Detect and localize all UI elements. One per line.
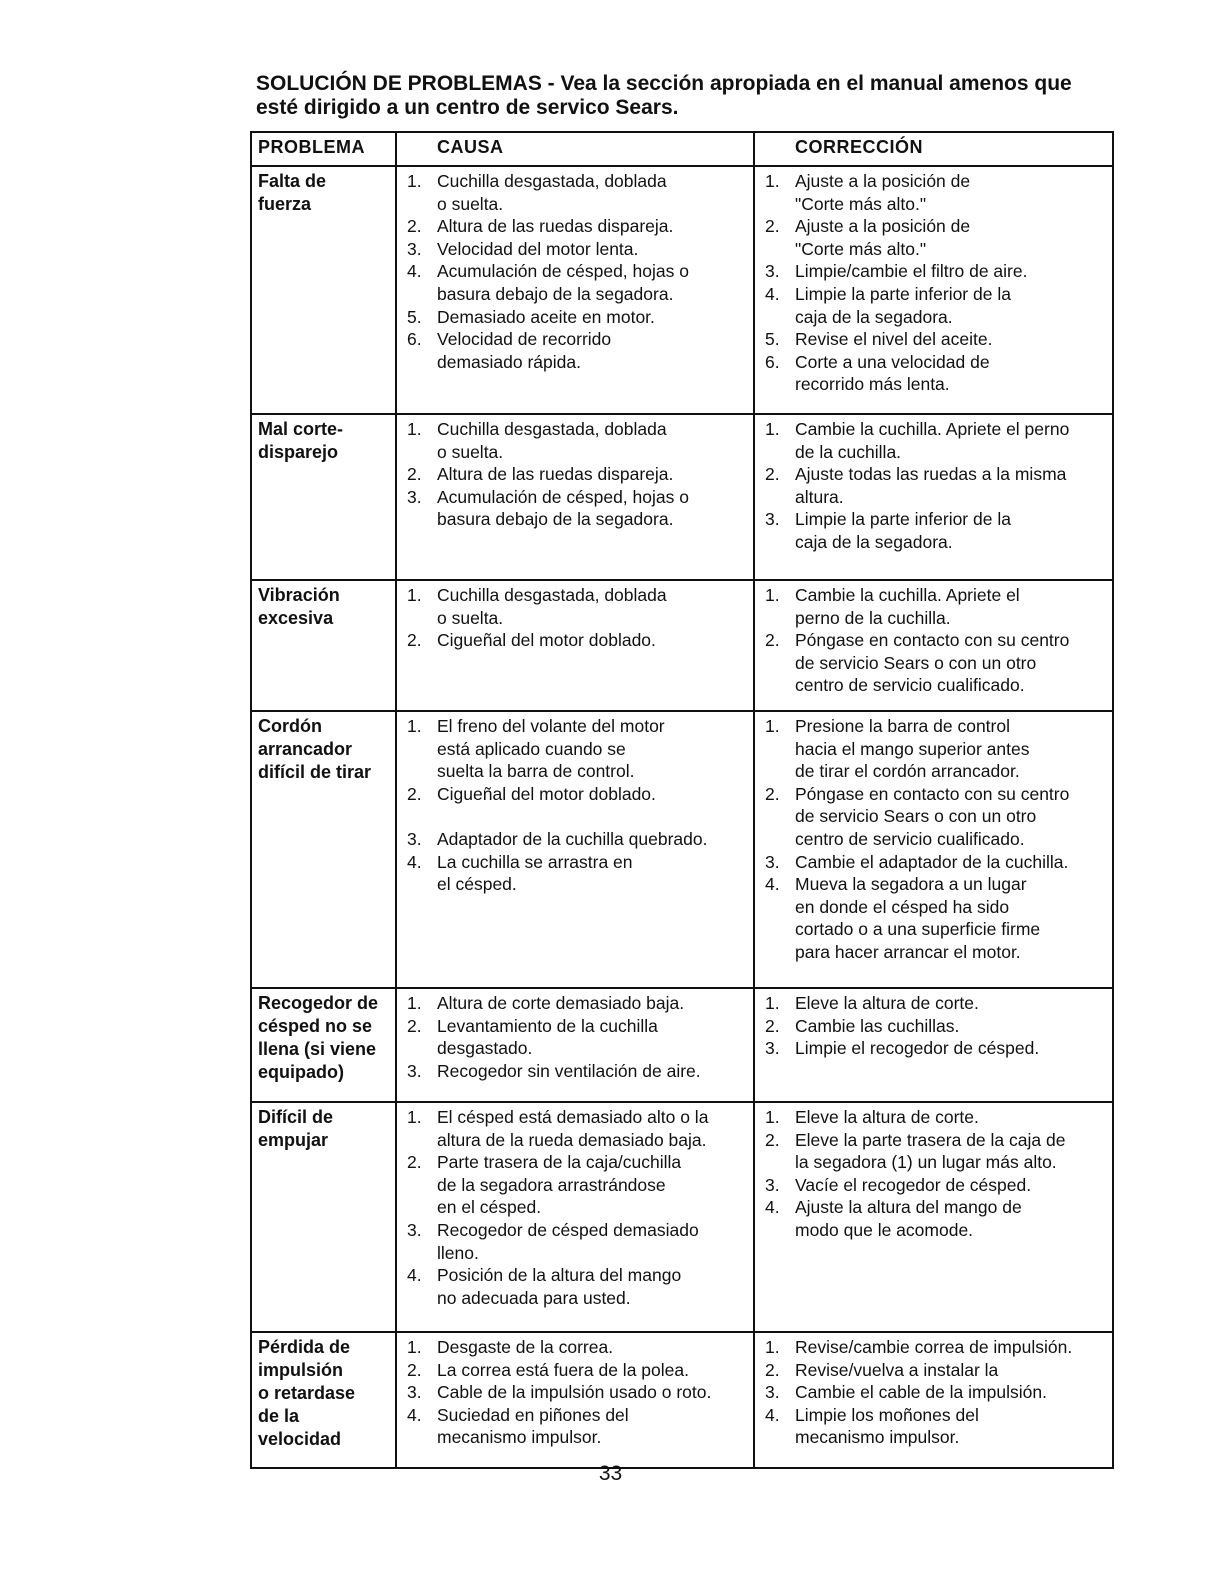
item-number: 1. — [407, 585, 422, 605]
cause-cell — [396, 1332, 754, 1468]
item-number: 2. — [407, 783, 422, 804]
cause-item — [403, 584, 747, 629]
correction-cell — [754, 166, 1113, 414]
item-number: 2. — [765, 1129, 780, 1150]
page-title — [256, 72, 1116, 120]
problem-label: Cordón arrancador difícil de tirar — [258, 716, 372, 782]
item-text: Revise el nivel del aceite. — [795, 329, 993, 350]
cause-cell — [396, 711, 754, 988]
correction-cell — [754, 580, 1113, 711]
correction-item — [761, 1015, 1106, 1038]
item-number: 4. — [765, 1197, 780, 1218]
item-text: Posición de la altura del mango no adecuada para usted. — [437, 1265, 682, 1308]
item-number: 3. — [765, 1382, 780, 1403]
item-number: 6. — [407, 329, 422, 350]
correction-item — [761, 1381, 1106, 1404]
item-number: 5. — [407, 306, 422, 327]
item-text: Cambie la cuchilla. Apriete el perno de la cuchilla. — [795, 585, 1020, 628]
item-number: 1. — [407, 419, 422, 439]
page-number: 33 — [598, 1462, 623, 1485]
cause-list — [403, 992, 747, 1082]
correction-item — [761, 1359, 1106, 1382]
item-text: Cable de la impulsión usado o roto. — [437, 1382, 712, 1403]
cause-cell — [396, 414, 754, 580]
correction-cell — [754, 1332, 1113, 1468]
cause-item — [403, 1381, 747, 1404]
item-number: 2. — [765, 216, 780, 237]
item-number: 2. — [407, 464, 422, 485]
item-number: 1. — [765, 585, 780, 605]
correction-item — [761, 873, 1106, 963]
table-header-row — [251, 132, 1113, 166]
item-text: Póngase en contacto con su centro de servicio Sears o con un otro centro de servicio cualificado. — [795, 630, 1070, 696]
item-number: 2. — [765, 1359, 780, 1380]
item-number: 3. — [765, 509, 780, 530]
cause-item — [403, 486, 747, 531]
item-text: Póngase en contacto con su centro de servicio Sears o con un otro centro de servicio cualificado. — [795, 783, 1070, 849]
item-number: 2. — [765, 1015, 780, 1036]
cause-item — [403, 328, 747, 373]
cause-item — [403, 1015, 747, 1060]
item-text: Cuchilla desgastada, doblada o suelta. — [437, 419, 667, 462]
cause-item — [403, 783, 747, 828]
item-number: 1. — [407, 993, 422, 1013]
correction-list — [761, 992, 1106, 1060]
problem-cell — [251, 1102, 396, 1332]
cause-item — [403, 1060, 747, 1083]
item-text: Altura de las ruedas dispareja. — [437, 464, 674, 485]
correction-list — [761, 418, 1106, 554]
item-text: Cambie el adaptador de la cuchilla. — [795, 851, 1069, 872]
item-text: Corte a una velocidad de recorrido más lenta. — [795, 351, 990, 395]
item-number: 3. — [407, 486, 422, 507]
item-text: Cuchilla desgastada, doblada o suelta. — [437, 171, 667, 214]
item-text: La correa está fuera de la polea. — [437, 1359, 689, 1380]
cause-item — [403, 1336, 747, 1359]
cause-item — [403, 828, 747, 851]
header-causa: CAUSA — [396, 132, 754, 166]
item-number: 3. — [407, 1382, 422, 1403]
item-number: 2. — [407, 216, 422, 237]
cause-cell — [396, 166, 754, 414]
problem-cell — [251, 166, 396, 414]
correction-item — [761, 1174, 1106, 1197]
cause-item — [403, 1404, 747, 1449]
item-text: Altura de las ruedas dispareja. — [437, 216, 674, 237]
item-number: 4. — [407, 261, 422, 282]
item-text: Acumulación de césped, hojas o basura debajo de la segadora. — [437, 261, 689, 304]
correction-list — [761, 584, 1106, 697]
correction-item — [761, 508, 1106, 553]
item-text: Cambie el cable de la impulsión. — [795, 1382, 1047, 1403]
item-number: 2. — [407, 1359, 422, 1380]
item-number: 6. — [765, 351, 780, 372]
correction-item — [761, 418, 1106, 463]
item-text: Eleve la parte trasera de la caja de la segadora (1) un lugar más alto. — [795, 1129, 1066, 1173]
correction-item — [761, 1196, 1106, 1241]
item-number: 1. — [407, 1337, 422, 1357]
correction-cell — [754, 414, 1113, 580]
item-number: 5. — [765, 329, 780, 350]
item-text: Ajuste a la posición de "Corte más alto." — [795, 216, 971, 259]
problem-cell — [251, 414, 396, 580]
item-text: Desgaste de la correa. — [437, 1337, 614, 1357]
item-text: Recogedor sin ventilación de aire. — [437, 1060, 701, 1081]
item-number: 4. — [407, 851, 422, 872]
item-number: 1. — [765, 716, 780, 736]
item-number: 3. — [407, 238, 422, 259]
item-text: Altura de corte demasiado baja. — [437, 993, 685, 1013]
cause-item — [403, 306, 747, 329]
item-text: Limpie la parte inferior de la caja de la segadora. — [795, 509, 1011, 552]
correction-item — [761, 1404, 1106, 1449]
table-row — [251, 414, 1113, 580]
item-text: Cigueñal del motor doblado. — [437, 783, 656, 804]
item-text: Suciedad en piñones del mecanismo impulsor. — [437, 1404, 629, 1448]
correction-list — [761, 1106, 1106, 1242]
problem-label: Mal corte- disparejo — [258, 419, 344, 462]
cause-item — [403, 238, 747, 261]
item-number: 2. — [407, 1152, 422, 1173]
table-body — [251, 166, 1113, 1468]
item-number: 2. — [407, 1015, 422, 1036]
cause-item — [403, 260, 747, 305]
cause-list — [403, 1106, 747, 1309]
problem-label: Pérdida de impulsión o retardase de la velocidad — [258, 1337, 356, 1449]
cause-item — [403, 629, 747, 652]
item-text: Ajuste a la posición de "Corte más alto." — [795, 171, 971, 214]
correction-item — [761, 783, 1106, 851]
item-number: 1. — [765, 171, 780, 191]
item-number: 2. — [765, 783, 780, 804]
item-text: El freno del volante del motor está aplicado cuando se suelta la barra de control. — [437, 716, 665, 782]
correction-list — [761, 1336, 1106, 1449]
cause-item — [403, 715, 747, 783]
item-number: 3. — [407, 1219, 422, 1240]
cause-cell — [396, 580, 754, 711]
item-number: 3. — [765, 851, 780, 872]
item-text: Mueva la segadora a un lugar en donde el césped ha sido cortado o a una superficie firme para hacer arrancar el motor. — [795, 874, 1041, 962]
problem-label: Falta de fuerza — [258, 171, 327, 214]
problem-cell — [251, 988, 396, 1102]
item-number: 2. — [765, 464, 780, 485]
problem-cell — [251, 711, 396, 988]
item-text: Adaptador de la cuchilla quebrado. — [437, 828, 708, 849]
item-number: 4. — [407, 1265, 422, 1286]
item-text: Cigueñal del motor doblado. — [437, 630, 656, 651]
table-row — [251, 711, 1113, 988]
correction-item — [761, 351, 1106, 396]
item-text: Velocidad del motor lenta. — [437, 238, 639, 259]
header-problema: PROBLEMA — [251, 132, 396, 166]
correction-item — [761, 328, 1106, 351]
item-number: 4. — [765, 283, 780, 304]
correction-cell — [754, 988, 1113, 1102]
item-number: 1. — [765, 419, 780, 439]
item-text: Cambie la cuchilla. Apriete el perno de la cuchilla. — [795, 419, 1070, 462]
item-number: 3. — [407, 828, 422, 849]
item-number: 1. — [407, 171, 422, 191]
table-row — [251, 988, 1113, 1102]
item-number: 1. — [765, 1107, 780, 1127]
cause-list — [403, 1336, 747, 1449]
cause-item — [403, 1151, 747, 1219]
item-text: Cambie las cuchillas. — [795, 1015, 960, 1036]
cause-item — [403, 1106, 747, 1151]
correction-item — [761, 1336, 1106, 1359]
cause-list — [403, 584, 747, 652]
correction-item — [761, 1037, 1106, 1060]
item-text: Limpie la parte inferior de la caja de la segadora. — [795, 283, 1011, 327]
item-text: Demasiado aceite en motor. — [437, 306, 655, 327]
correction-item — [761, 1106, 1106, 1129]
correction-list — [761, 170, 1106, 396]
cause-cell — [396, 988, 754, 1102]
item-number: 1. — [407, 716, 422, 736]
item-number: 4. — [765, 1404, 780, 1425]
item-number: 3. — [765, 1174, 780, 1195]
item-text: Recogedor de césped demasiado lleno. — [437, 1219, 699, 1263]
item-text: Ajuste todas las ruedas a la misma altura. — [795, 464, 1067, 507]
item-number: 1. — [765, 993, 780, 1013]
header-correccion: CORRECCIÓN — [754, 132, 1113, 166]
item-text: Cuchilla desgastada, doblada o suelta. — [437, 585, 667, 628]
cause-item — [403, 215, 747, 238]
item-text: Levantamiento de la cuchilla desgastado. — [437, 1015, 658, 1059]
correction-item — [761, 283, 1106, 328]
table-row — [251, 580, 1113, 711]
item-number: 4. — [765, 874, 780, 895]
cause-item — [403, 851, 747, 896]
problem-label: Vibración excesiva — [258, 585, 340, 628]
page-title-line-1: SOLUCIÓN DE PROBLEMAS - Vea la sección apropiada en el manual amenos que — [256, 72, 1072, 95]
item-text: Limpie el recogedor de césped. — [795, 1038, 1040, 1059]
correction-list — [761, 715, 1106, 964]
table-row — [251, 1332, 1113, 1468]
item-number: 3. — [407, 1060, 422, 1081]
correction-item — [761, 170, 1106, 215]
correction-item — [761, 260, 1106, 283]
cause-item — [403, 170, 747, 215]
table-row — [251, 166, 1113, 414]
item-text: Revise/vuelva a instalar la — [795, 1359, 999, 1380]
item-text: Presione la barra de control hacia el mango superior antes de tirar el cordón arrancador. — [795, 716, 1030, 782]
correction-item — [761, 584, 1106, 629]
cause-item — [403, 1359, 747, 1382]
correction-item — [761, 851, 1106, 874]
item-number: 3. — [765, 1038, 780, 1059]
cause-list — [403, 418, 747, 531]
item-text: Velocidad de recorrido demasiado rápida. — [437, 329, 612, 372]
item-text: El césped está demasiado alto o la altura de la rueda demasiado baja. — [437, 1107, 709, 1150]
correction-item — [761, 1129, 1106, 1174]
correction-item — [761, 715, 1106, 783]
item-text: Vacíe el recogedor de césped. — [795, 1174, 1032, 1195]
item-text: Eleve la altura de corte. — [795, 1107, 979, 1127]
cause-item — [403, 1219, 747, 1264]
page-title-line-2: esté dirigido a un centro de servico Sears. — [256, 96, 679, 119]
cause-item — [403, 418, 747, 463]
correction-item — [761, 629, 1106, 697]
troubleshooting-table — [250, 131, 1114, 1469]
item-number: 3. — [765, 261, 780, 282]
correction-item — [761, 992, 1106, 1015]
problem-label: Difícil de empujar — [258, 1107, 334, 1150]
problem-cell — [251, 580, 396, 711]
correction-cell — [754, 1102, 1113, 1332]
item-text: Eleve la altura de corte. — [795, 993, 979, 1013]
item-number: 2. — [407, 630, 422, 651]
cause-item — [403, 992, 747, 1015]
table-row — [251, 1102, 1113, 1332]
problem-label: Recogedor de césped no se llena (si viene equipado) — [258, 993, 379, 1082]
cause-list — [403, 170, 747, 373]
cause-item — [403, 463, 747, 486]
cause-list — [403, 715, 747, 896]
item-text: Limpie/cambie el filtro de aire. — [795, 261, 1028, 282]
item-number: 2. — [765, 630, 780, 651]
item-text: La cuchilla se arrastra en el césped. — [437, 851, 633, 895]
correction-cell — [754, 711, 1113, 988]
item-number: 4. — [407, 1404, 422, 1425]
item-number: 1. — [765, 1337, 780, 1357]
cause-cell — [396, 1102, 754, 1332]
item-text: Acumulación de césped, hojas o basura debajo de la segadora. — [437, 486, 689, 530]
item-text: Limpie los moñones del mecanismo impulsor. — [795, 1404, 979, 1448]
item-number: 1. — [407, 1107, 422, 1127]
correction-item — [761, 215, 1106, 260]
correction-item — [761, 463, 1106, 508]
item-text: Ajuste la altura del mango de modo que le acomode. — [795, 1197, 1022, 1240]
cause-item — [403, 1264, 747, 1309]
item-text: Parte trasera de la caja/cuchilla de la segadora arrastrándose en el césped. — [437, 1152, 682, 1218]
item-text: Revise/cambie correa de impulsión. — [795, 1337, 1073, 1357]
problem-cell — [251, 1332, 396, 1468]
